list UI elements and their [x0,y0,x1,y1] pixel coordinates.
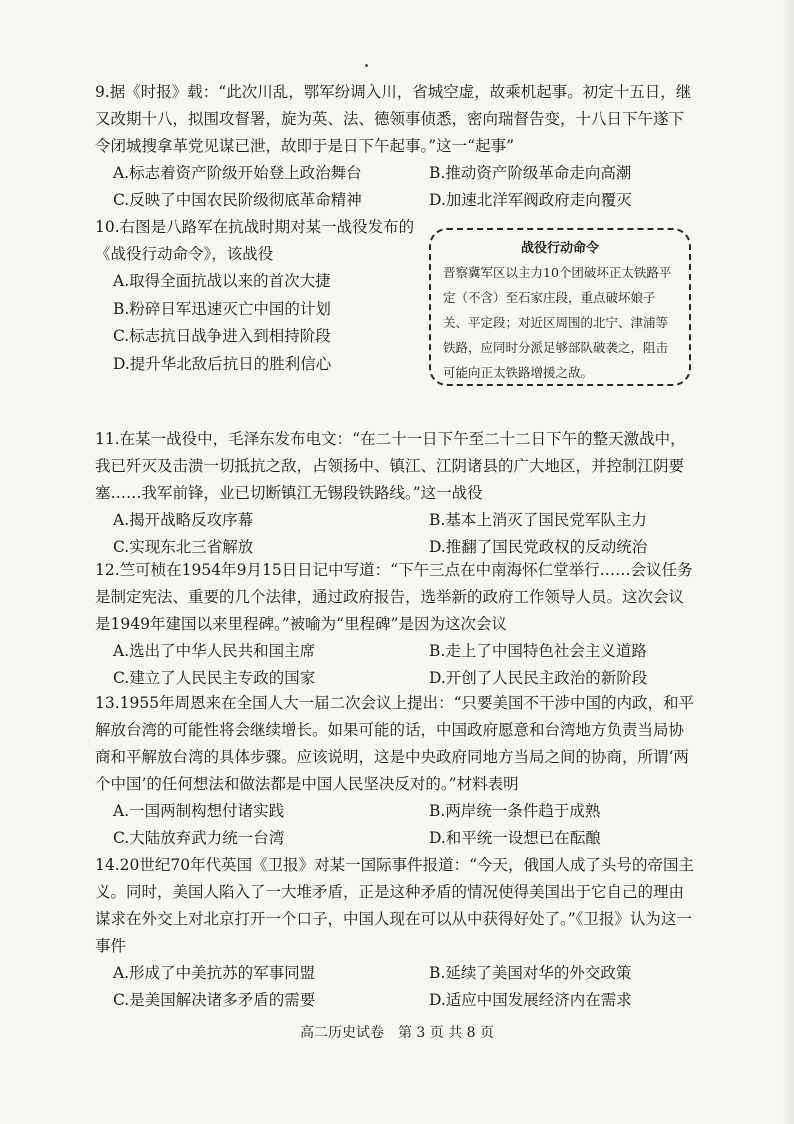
option-a: A.标志着资产阶级开始登上政治舞台 [113,164,362,182]
option-b: B.走上了中国特色社会主义道路 [429,642,647,660]
campaign-order-box [429,228,691,386]
option-a: A.选出了中华人民共和国主席 [113,642,316,660]
scan-edge-shadow [782,0,794,1124]
campaign-order-text: 晋察冀军区以主力10个团破坏正太铁路平定（不含）至石家庄段，重点破坏娘子关、平定段；对近区周围的北宁、津浦等铁路，应同时分派足够部队破袭之，阻击可能向正太铁路增援之敌。 [443,265,672,380]
question-9 [95,79,695,214]
question-13-stem: 13.1955年周恩来在全国人大一届二次会议上提出：“只要美国不干涉中国的内政，和平解放台湾的可能性将会继续增长。如果可能的话，中国政府愿意和台湾地方负责当局协商和平解放台湾的具体步骤。应该说明，这是中央政府同地方当局之间的协商，所谓‘两个中国’的任何想法和做法都是中国人民坚决反对的。”材料表明 [95,694,695,793]
option-a: A.一国两制构想付诸实践 [113,802,285,820]
option-c: C.是美国解决诸多矛盾的需要 [113,991,316,1009]
question-10-stem: 10.右图是八路军在抗战时期对某一战役发布的《战役行动命令》，该战役 [95,218,415,263]
question-14-stem: 14.20世纪70年代英国《卫报》对某一国际事件报道：“今天，俄国人成了头号的帝国主义。同时，美国人陷入了一大堆矛盾，正是这种矛盾的情况使得美国出于它自己的理由谋求在外交上对北京打开一个口子，中国人现在可以从中获得好处了。”《卫报》认为这一事件 [95,856,695,955]
question-10-options [95,268,415,378]
question-12 [95,557,695,692]
question-9-options-row1 [95,160,695,187]
option-a: A.形成了中美抗苏的军事同盟 [113,964,316,982]
option-d: D.适应中国发展经济内在需求 [429,991,632,1009]
option-c: C.大陆放弃武力统一台湾 [113,829,285,847]
question-11 [95,426,695,561]
scan-speck [365,64,368,67]
option-b: B.两岸统一条件趋于成熟 [429,802,601,820]
question-14-options-row1 [95,960,695,987]
question-13 [95,690,695,852]
option-c: C.实现东北三省解放 [113,538,254,556]
question-11-stem: 11.在某一战役中，毛泽东发布电文：“在二十一日下午至二十二日下午的整天激战中，我已歼灭及击溃一切抵抗之敌，占领扬中、镇江、江阴诸县的广大地区，并控制江阴要塞……我军前锋，业已切断镇江无锡段铁路线。”这一战役 [95,430,686,502]
option-a: A.揭开战略反攻序幕 [113,511,254,529]
option-b: B.延续了美国对华的外交政策 [429,964,632,982]
option-d: D.开创了人民民主政治的新阶段 [429,669,648,687]
option-d: D.推翻了国民党政权的反动统治 [429,538,648,556]
page-footer: 高二历史试卷 第 3 页 共 8 页 [299,1025,495,1041]
option-c: C.标志抗日战争进入到相持阶段 [113,327,331,345]
option-c: C.建立了人民民主专政的国家 [113,669,316,687]
campaign-order-title: 战役行动命令 [520,241,599,256]
option-b: B.粉碎日军迅速灭亡中国的计划 [113,299,331,318]
option-c: C.反映了中国农民阶级彻底革命精神 [113,191,362,209]
question-12-stem: 12.竺可桢在1954年9月15日日记中写道：“下午三点在中南海怀仁堂举行……会议任务是制定宪法、重要的几个法律，通过政府报告，选举新的政府工作领导人员。这次会议是1949年建国以来里程碑。”被喻为“里程碑”是因为这次会议 [95,561,693,633]
question-13-options-row2 [95,825,695,852]
option-d: D.和平统一设想已在酝酿 [429,829,601,847]
question-14 [95,852,695,1014]
question-9-stem: 9.据《时报》载：“此次川乱，鄂军纷调入川，省城空虚，故乘机起事。初定十五日，继又改期十八，拟围攻督署，旋为英、法、德领事侦悉，密向瑞督告变，十八日下午遂下令闭城搜拿革党见谋已泄，故即于是日下午起事。”这一“起事” [95,83,692,155]
question-11-options-row1 [95,507,695,534]
question-12-options-row1 [95,638,695,665]
option-d: D.提升华北敌后抗日的胜利信心 [113,354,332,373]
option-d: D.加速北洋军阀政府走向覆灭 [429,191,632,209]
question-9-options-row2 [95,187,695,214]
question-13-options-row1 [95,798,695,825]
option-b: B.推动资产阶级革命走向高潮 [429,164,632,182]
question-12-options-row2 [95,665,695,692]
option-b: B.基本上消灭了国民党军队主力 [429,511,647,529]
question-14-options-row2 [95,987,695,1014]
option-a: A.取得全面抗战以来的首次大捷 [113,272,331,290]
question-10 [95,214,415,378]
